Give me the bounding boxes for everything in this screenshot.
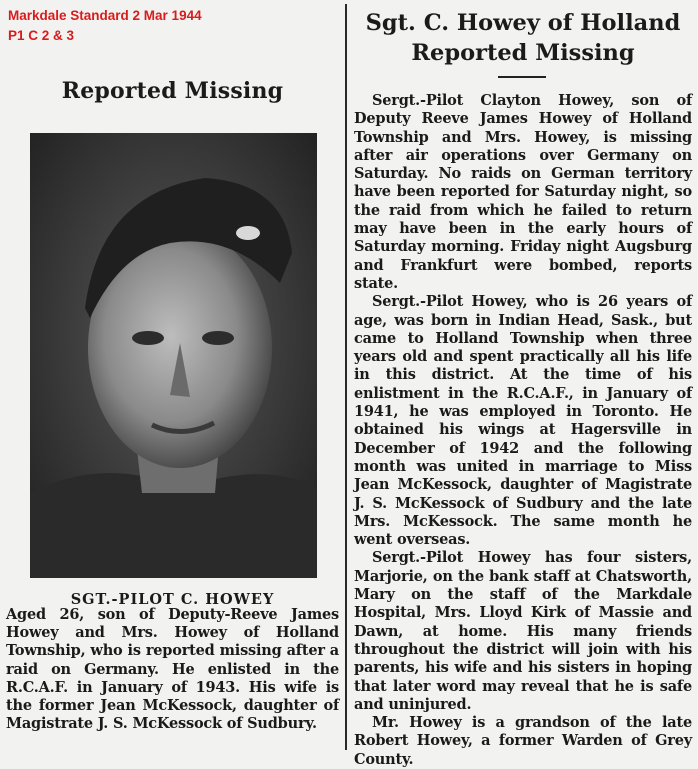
photo-caption: SGT.-PILOT C. HOWEY	[70, 591, 275, 608]
article-paragraph-1: Sergt.-Pilot Clayton Howey, son of Deputy Reeve James Howey of Holland Township and Mrs. Howey, is missing after air operations over Germany on Saturday. No raids on German territory have been reported for Saturday night, so the raid from which he failed to return may have been in the early hours of Saturday morning. Friday night Augsburg and Frankfurt were bombed, reports state.	[354, 92, 692, 292]
left-headline: Reported Missing	[61, 78, 284, 104]
right-column	[350, 0, 696, 768]
right-article-body	[354, 92, 692, 769]
article-paragraph-2: Sergt.-Pilot Howey, who is 26 years of age, was born in Indian Head, Sask., but came to Holland Township when three years old and spent practically all his life in this district. At the time of his enlistment in the R.C.A.F., in January of 1941, he was employed in Toronto. He obtained his wings at Hagersville in December of 1942 and the following month was united in marriage to Miss Jean McKessock, daughter of Magistrate J. S. McKessock of Sudbury and the late Mrs. McKessock. The same month he went overseas.	[354, 293, 692, 549]
portrait-image	[30, 133, 317, 578]
right-headline	[350, 8, 696, 68]
right-headline-line1: Sgt. C. Howey of Holland	[365, 10, 681, 36]
source-title: Markdale Standard 2 Mar 1944	[8, 8, 202, 23]
left-article-body: Aged 26, son of Deputy-Reeve James Howey and Mrs. Howey of Holland Township, who is reported missing after a raid on Germany. He enlisted in the R.C.A.F. in January of 1943. His wife is the former Jean McKessock, daughter of Magistrate J. S. McKessock of Sudbury.	[6, 606, 339, 733]
source-page-column: P1 C 2 & 3	[8, 28, 75, 43]
column-divider	[345, 4, 347, 750]
article-paragraph-3: Sergt.-Pilot Howey has four sisters, Marjorie, on the bank staff at Chatsworth, Mary on the staff of the Markdale Hospital, Mrs. Lloyd Kirk of Massie and Dawn, at home. His many friends throughout the district will join with his parents, his wife and his sisters in hoping that later word may reveal that he is safe and uninjured.	[354, 549, 692, 713]
portrait-photo	[30, 133, 317, 578]
article-paragraph-4: Mr. Howey is a grandson of the late Robert Howey, a former Warden of Grey County.	[354, 714, 692, 768]
right-headline-line2: Reported Missing	[411, 40, 635, 66]
headline-rule	[498, 76, 546, 78]
left-column	[0, 0, 345, 753]
